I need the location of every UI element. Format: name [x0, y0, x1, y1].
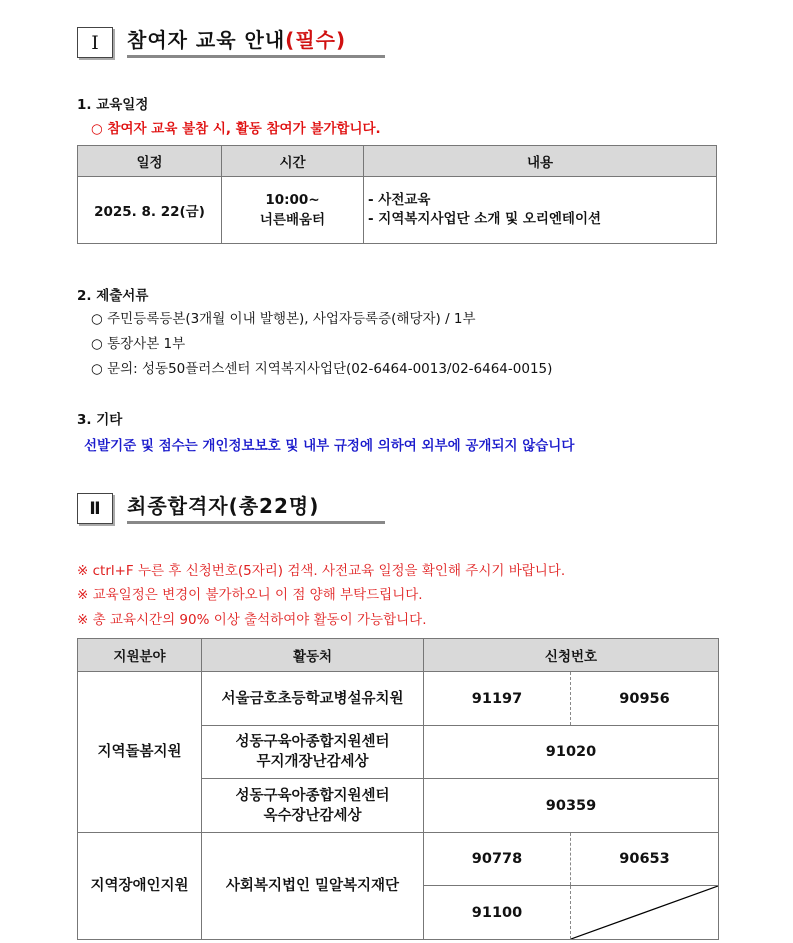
header-date: 일정 [78, 146, 222, 177]
application-number: 91020 [424, 726, 719, 779]
application-number: 90359 [424, 779, 719, 833]
privacy-notice: 선발기준 및 점수는 개인정보보호 및 내부 규정에 의하여 외부에 공개되지 않습니다 [84, 438, 575, 454]
place-cell: 서울금호초등학교병설유치원 [202, 672, 424, 726]
attendance-required-notice: ○ 참여자 교육 불참 시, 활동 참여가 불가합니다. [91, 121, 381, 137]
header-time: 시간 [222, 146, 364, 177]
education-schedule-heading: 1. 교육일정 [77, 97, 149, 113]
other-heading: 3. 기타 [77, 412, 123, 428]
section-2-title: 최종합격자(총22명) [127, 494, 320, 518]
application-number: 90778 [424, 833, 571, 886]
schedule-time: 10:00~ 너른배움터 [222, 177, 364, 244]
application-number: 90956 [571, 672, 719, 726]
schedule-content: - 사전교육 - 지역복지사업단 소개 및 오리엔테이션 [364, 177, 717, 244]
document-item: ○ 주민등록등본(3개월 이내 발행본), 사업자등록증(해당자) / 1부 [91, 311, 476, 327]
schedule-table [77, 145, 717, 244]
note: ※ ctrl+F 누른 후 신청번호(5자리) 검색. 사전교육 일정을 확인해 주시기 바랍니다. [77, 563, 566, 579]
table-row [78, 177, 717, 244]
field-cell: 지역장애인지원 [78, 833, 202, 940]
schedule-date: 2025. 8. 22(금) [78, 177, 222, 244]
section-2-number: Ⅱ [77, 493, 113, 524]
application-number: 91197 [424, 672, 571, 726]
note: ※ 교육일정은 변경이 불가하오니 이 점 양해 부탁드립니다. [77, 587, 423, 603]
table-row [78, 672, 719, 726]
document-item: ○ 통장사본 1부 [91, 336, 186, 352]
field-cell: 지역돌봄지원 [78, 672, 202, 833]
place-cell: 사회복지법인 밀알복지재단 [202, 833, 424, 940]
application-number: 91100 [424, 886, 571, 940]
note: ※ 총 교육시간의 90% 이상 출석하여야 활동이 가능합니다. [77, 612, 427, 628]
header-application-number: 신청번호 [424, 639, 719, 672]
section-1-title: 참여자 교육 안내(필수) [127, 28, 347, 52]
header-place: 활동처 [202, 639, 424, 672]
contact-info: ○ 문의: 성동50플러스센터 지역복지사업단(02-6464-0013/02-6464-0015) [91, 361, 553, 377]
header-content: 내용 [364, 146, 717, 177]
diagonal-line-icon [571, 886, 718, 939]
place-cell: 성동구육아종합지원센터 옥수장난감세상 [202, 779, 424, 833]
documents-heading: 2. 제출서류 [77, 288, 149, 304]
section-2-header [77, 490, 385, 524]
results-table [77, 638, 719, 940]
application-number: 90653 [571, 833, 719, 886]
section-1-number: Ⅰ [77, 27, 113, 58]
empty-diagonal-cell [571, 886, 719, 940]
section-1-header [77, 24, 385, 58]
header-field: 지원분야 [78, 639, 202, 672]
table-row [78, 833, 719, 886]
place-cell: 성동구육아종합지원센터 무지개장난감세상 [202, 726, 424, 779]
